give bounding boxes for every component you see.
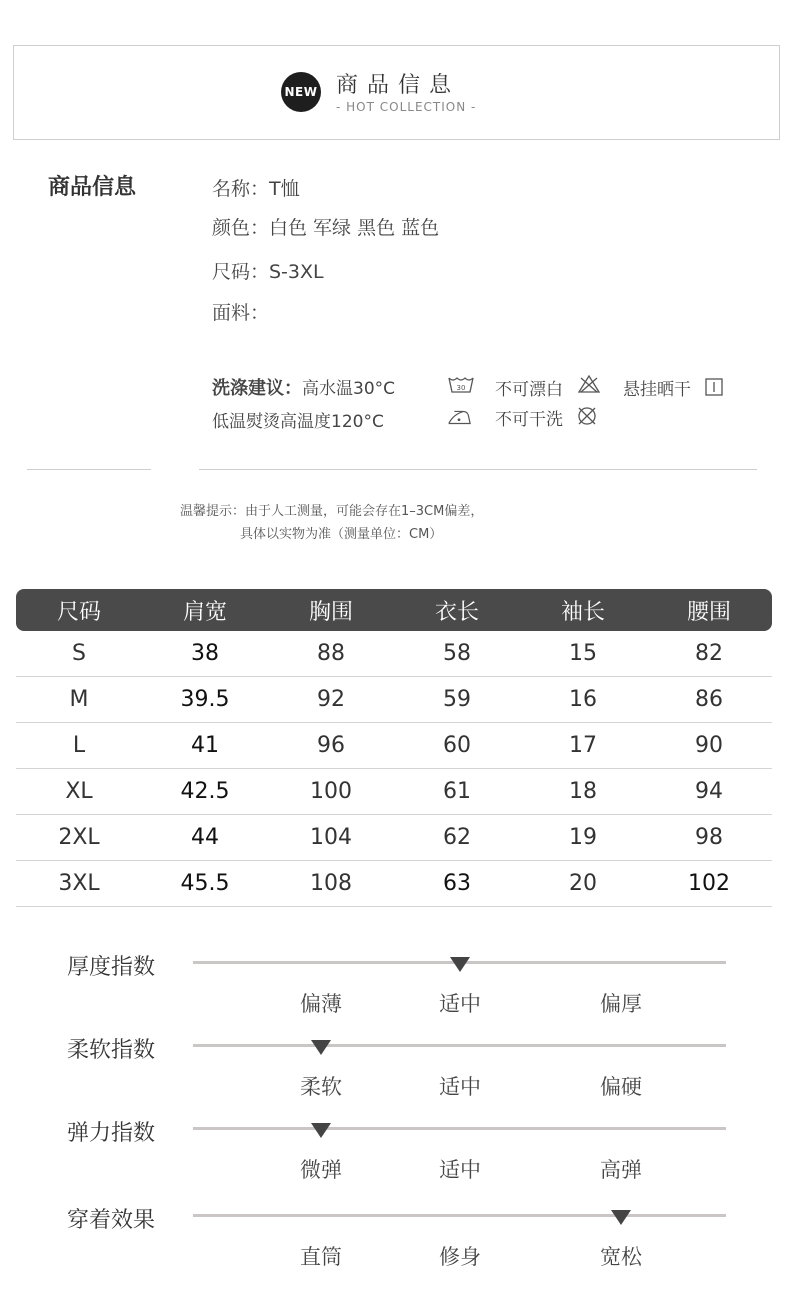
scale-marker-fit: [611, 1210, 631, 1225]
scale-label-fit: 穿着效果: [67, 1208, 156, 1233]
scale-option-medium: 适中: [439, 992, 481, 1016]
scale-option-straight: 直筒: [300, 1245, 342, 1269]
product-name: 名称：T恤: [212, 178, 300, 200]
new-badge: NEW: [281, 72, 321, 112]
care-no-bleach: 不可漂白: [495, 380, 563, 400]
hang-dry-icon: [704, 377, 730, 397]
cell-waist: 98: [646, 815, 772, 861]
cell-waist: 82: [646, 631, 772, 677]
header-length: 衣长: [394, 589, 520, 631]
scale-option-high-stretch: 高弹: [600, 1158, 642, 1182]
cell-waist: 94: [646, 769, 772, 815]
scale-option-thin: 偏薄: [300, 992, 342, 1016]
header-waist: 腰围: [646, 589, 772, 631]
header-shoulder: 肩宽: [142, 589, 268, 631]
cell-sleeve: 19: [520, 815, 646, 861]
table-row: [16, 631, 772, 677]
cell-waist: 90: [646, 723, 772, 769]
svg-text:30: 30: [456, 384, 466, 392]
scale-label-softness: 柔软指数: [67, 1038, 156, 1063]
header-sleeve: 袖长: [520, 589, 646, 631]
table-row: [16, 677, 772, 723]
cell-shoulder: 39.5: [142, 677, 268, 723]
cell-length: 58: [394, 631, 520, 677]
cell-chest: 96: [268, 723, 394, 769]
cell-size: 3XL: [16, 861, 142, 907]
product-colors: 颜色：白色 军绿 黑色 蓝色: [212, 217, 440, 239]
cell-shoulder: 45.5: [142, 861, 268, 907]
table-row: [16, 723, 772, 769]
product-fabric: 面料：: [212, 302, 270, 324]
scale-label-thickness: 厚度指数: [67, 955, 156, 980]
scale-label-elasticity: 弹力指数: [67, 1121, 156, 1146]
cell-chest: 88: [268, 631, 394, 677]
cell-chest: 108: [268, 861, 394, 907]
cell-waist: 102: [646, 861, 772, 907]
cell-length: 59: [394, 677, 520, 723]
scale-option-loose: 宽松: [600, 1245, 642, 1269]
scale-option-slim: 修身: [439, 1245, 481, 1269]
cell-shoulder: 44: [142, 815, 268, 861]
product-info-heading: 商品信息: [48, 175, 137, 200]
table-row: [16, 815, 772, 861]
banner-title: 商品信息: [336, 73, 461, 98]
cell-chest: 104: [268, 815, 394, 861]
cell-sleeve: 17: [520, 723, 646, 769]
scale-line-elasticity: [193, 1127, 726, 1130]
scale-option-thick: 偏厚: [600, 992, 642, 1016]
measurement-tip-line2: 具体以实物为准（测量单位：CM）: [240, 527, 443, 542]
table-row: [16, 769, 772, 815]
scale-option-slight-stretch: 微弹: [300, 1158, 342, 1182]
scale-marker-softness: [311, 1040, 331, 1055]
cell-shoulder: 38: [142, 631, 268, 677]
cell-sleeve: 18: [520, 769, 646, 815]
scale-option-medium: 适中: [439, 1075, 481, 1099]
table-row: [16, 861, 772, 907]
cell-size: M: [16, 677, 142, 723]
scale-marker-elasticity: [311, 1123, 331, 1138]
cell-length: 63: [394, 861, 520, 907]
cell-chest: 92: [268, 677, 394, 723]
scale-option-medium: 适中: [439, 1158, 481, 1182]
cell-length: 60: [394, 723, 520, 769]
size-table: [16, 589, 772, 907]
divider-left: [27, 469, 151, 470]
scale-line-fit: [193, 1214, 726, 1217]
size-table-header: [16, 589, 772, 631]
cell-chest: 100: [268, 769, 394, 815]
cell-size: L: [16, 723, 142, 769]
scale-option-hard: 偏硬: [600, 1075, 642, 1099]
cell-length: 61: [394, 769, 520, 815]
care-wash: [212, 374, 395, 400]
cell-size: XL: [16, 769, 142, 815]
cell-sleeve: 20: [520, 861, 646, 907]
scale-marker-thickness: [450, 957, 470, 972]
cell-shoulder: 41: [142, 723, 268, 769]
cell-size: S: [16, 631, 142, 677]
care-label: 洗涤建议：: [212, 378, 302, 399]
header-chest: 胸围: [268, 589, 394, 631]
scale-line-softness: [193, 1044, 726, 1047]
scale-option-soft: 柔软: [300, 1075, 342, 1099]
cell-length: 62: [394, 815, 520, 861]
cell-sleeve: 15: [520, 631, 646, 677]
cell-waist: 86: [646, 677, 772, 723]
product-sizes: 尺码：S-3XL: [212, 261, 324, 283]
iron-low-icon: [446, 407, 472, 427]
cell-sleeve: 16: [520, 677, 646, 723]
cell-shoulder: 42.5: [142, 769, 268, 815]
care-hang-dry: 悬挂晒干: [623, 380, 691, 400]
care-wash-text: 高水温30°C: [302, 379, 396, 399]
care-no-dry-clean: 不可干洗: [495, 410, 563, 430]
divider-right: [199, 469, 757, 470]
no-bleach-icon: [577, 374, 603, 394]
no-dry-clean-icon: [576, 405, 602, 425]
header-size: 尺码: [16, 589, 142, 631]
care-iron: 低温熨烫高温度120°C: [212, 412, 384, 432]
measurement-tip-line1: 温馨提示：由于人工测量，可能会存在1–3CM偏差，: [180, 504, 484, 519]
banner-subtitle: - HOT COLLECTION -: [336, 100, 477, 114]
wash-30-icon: [448, 375, 474, 395]
cell-size: 2XL: [16, 815, 142, 861]
